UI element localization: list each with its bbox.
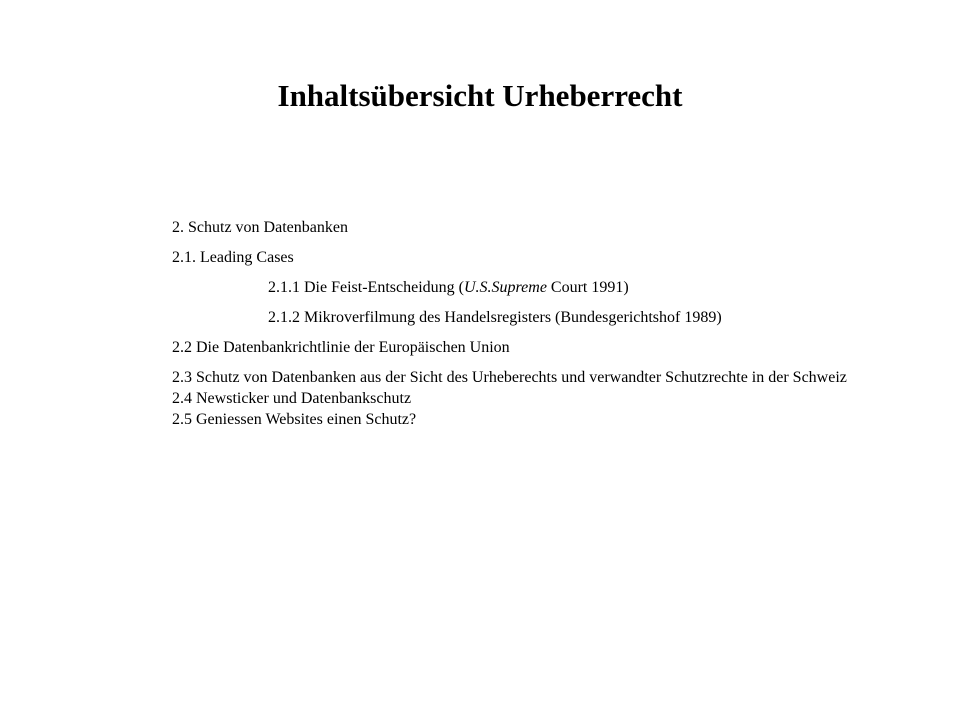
toc-item-2-4: 2.4 Newsticker und Datenbankschutz: [172, 390, 412, 407]
toc-item-2: 2. Schutz von Datenbanken: [172, 219, 348, 236]
toc-item-2-5: 2.5 Geniessen Websites einen Schutz?: [172, 411, 417, 428]
toc-item-2-1-2: 2.1.2 Mikroverfilmung des Handelsregisters (Bundesgerichtshof 1989): [268, 309, 722, 326]
toc-item-2-1: 2.1. Leading Cases: [172, 249, 294, 266]
toc-item-2-3: 2.3 Schutz von Datenbanken aus der Sicht des Urheberechts und verwandter Schutzrechte in der Schweiz: [172, 369, 847, 386]
toc-item-2-1-1-after: Court 1991): [546, 279, 629, 296]
toc-item-2-2: 2.2 Die Datenbankrichtlinie der Europäischen Union: [172, 339, 510, 356]
slide-title: Inhaltsübersicht Urheberrecht: [277, 78, 683, 113]
toc-item-2-1-1-italic: U.S.Supreme: [463, 279, 547, 296]
toc-item-2-1-1-before: 2.1.1 Die Feist-Entscheidung (: [268, 279, 464, 296]
table-of-contents: [172, 219, 882, 428]
toc-item-2-1-1: [172, 279, 882, 296]
